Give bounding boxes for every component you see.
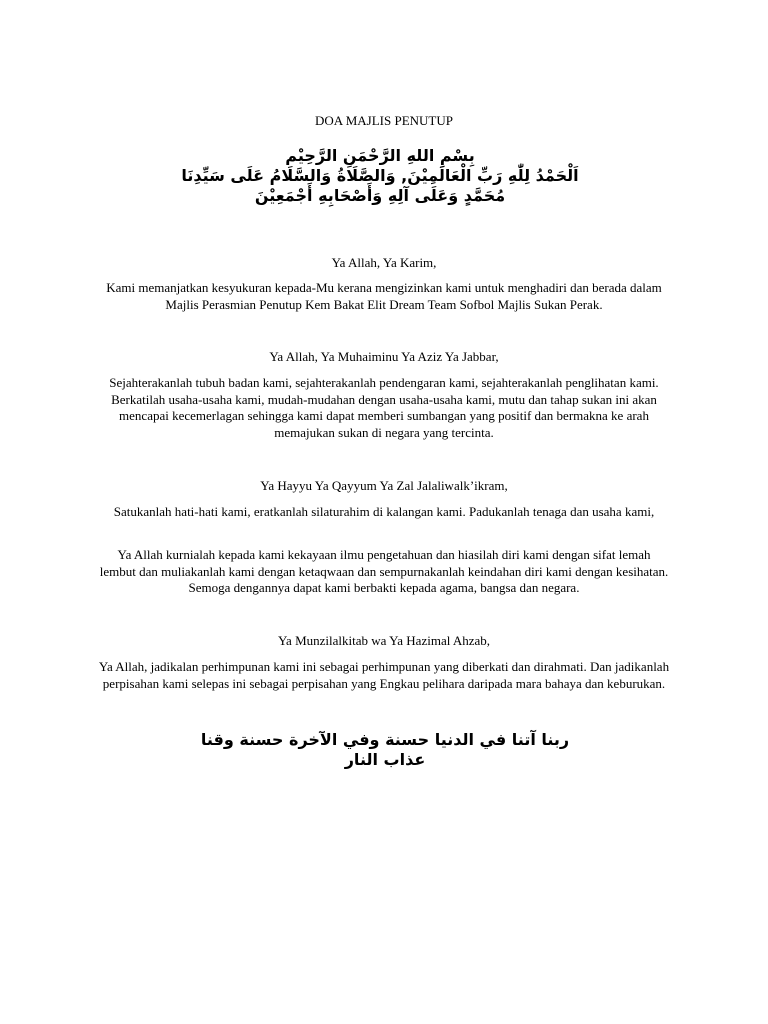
section-paragraph: Ya Allah kurnialah kepada kami kekayaan ilmu pengetahuan dan hiasilah diri kami dengan sifat lemah lembut dan muliakanlah kami dengan ketaqwaan dan sempurnakanlah keindahan diri kami dengan kesihatan. Semoga dengannya dapat kami berbakti kepada agama, bangsa dan negara.	[99, 547, 669, 596]
opening-arabic-prayer	[140, 146, 620, 206]
arabic-line-basmala: بِسْمِ اللهِ الرَّحْمَنِ الرَّحِيْم	[285, 146, 475, 165]
section-heading: Ya Allah, Ya Muhaiminu Ya Aziz Ya Jabbar,	[269, 349, 499, 364]
document-title: DOA MAJLIS PENUTUP	[315, 113, 453, 128]
section-paragraph: Sejahterakanlah tubuh badan kami, sejahterakanlah pendengaran kami, sejahterakanlah penglihatan kami. Berkatilah usaha-usaha kami, mudah-mudahan dengan usaha-usaha kami, mutu dan tahap sukan ini akan mencapai kecemerlagan sehingga kami dapat memberi sumbangan yang positif dan bermakna ke arah memajukan sukan di negara yang tercinta.	[109, 375, 659, 440]
arabic-closing-line: عذاب النار	[344, 750, 426, 769]
section-heading: Ya Allah, Ya Karim,	[331, 255, 437, 270]
section-paragraph: Kami memanjatkan kesyukuran kepada-Mu kerana mengizinkan kami untuk menghadiri dan berada dalam Majlis Perasmian Penutup Kem Bakat Elit Dream Team Sofbol Majlis Sukan Perak.	[106, 280, 662, 312]
section-paragraph: Satukanlah hati-hati kami, eratkanlah silaturahim di kalangan kami. Padukanlah tenaga dan usaha kami,	[113, 504, 655, 519]
arabic-line-salawat: مُحَمَّدٍ وَعَلَى آلِهِ وَأَصْحَابِهِ أَجْمَعِيْنَ	[254, 186, 506, 205]
section-heading: Ya Munzilalkitab wa Ya Hazimal Ahzab,	[277, 633, 491, 648]
section-paragraph: Ya Allah, jadikalan perhimpunan kami ini sebagai perhimpunan yang diberkati dan dirahmati. Dan jadikanlah perpisahan kami selepas ini sebagai perpisahan yang Engkau pelihara daripada mara bahaya dan keburukan.	[98, 659, 670, 691]
arabic-line-hamdalah: اَلْحَمْدُ لِلّٰهِ رَبِّ الْعَالَمِيْنَ, وَالصَّلَاةُ وَالسَّلَامُ عَلَى سَيِّدِنَا	[181, 166, 579, 185]
section-heading: Ya Hayyu Ya Qayyum Ya Zal Jalaliwalk’ikram,	[260, 478, 508, 493]
arabic-closing-line: ربنا آتنا في الدنيا حسنة وفي الآخرة حسنة وقنا	[200, 730, 570, 749]
closing-arabic-prayer	[160, 730, 610, 770]
